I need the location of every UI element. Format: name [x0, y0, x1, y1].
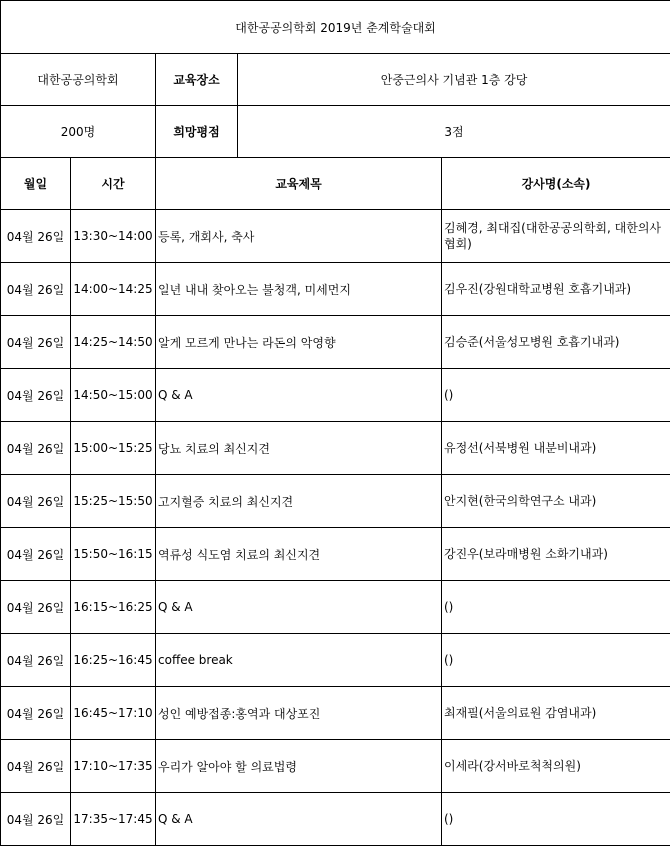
- row-subject: Q & A: [156, 369, 442, 422]
- row-lecturer: 안지현(한국의학연구소 내과): [442, 475, 670, 528]
- row-subject: 일년 내내 찾아오는 불청객, 미세먼지: [156, 263, 442, 316]
- row-subject: 등록, 개회사, 축사: [156, 210, 442, 263]
- table-row: [1, 475, 670, 528]
- table-row: [1, 581, 670, 634]
- row-date: 04월 26일: [1, 581, 71, 634]
- table-row: [1, 740, 670, 793]
- row-subject: Q & A: [156, 793, 442, 846]
- row-subject: 알게 모르게 만나는 라돈의 악영향: [156, 316, 442, 369]
- row-date: 04월 26일: [1, 422, 71, 475]
- row-date: 04월 26일: [1, 369, 71, 422]
- row-date: 04월 26일: [1, 740, 71, 793]
- table-row: [1, 528, 670, 581]
- row-date: 04월 26일: [1, 528, 71, 581]
- row-date: 04월 26일: [1, 316, 71, 369]
- table-row: [1, 263, 670, 316]
- row-time: 16:15~16:25: [71, 581, 156, 634]
- table-row: [1, 422, 670, 475]
- row-date: 04월 26일: [1, 210, 71, 263]
- header-lecturer: 강사명(소속): [442, 158, 670, 210]
- table-row: [1, 316, 670, 369]
- event-title: 대한공공의학회 2019년 춘계학술대회: [1, 1, 670, 54]
- title-row: [1, 1, 670, 54]
- rating-value: 3점: [238, 106, 670, 158]
- row-subject: 당뇨 치료의 최신지견: [156, 422, 442, 475]
- row-lecturer: 유정선(서북병원 내분비내과): [442, 422, 670, 475]
- row-lecturer: 이세라(강서바로척척의원): [442, 740, 670, 793]
- rating-label: 희망평점: [156, 106, 238, 158]
- row-time: 15:50~16:15: [71, 528, 156, 581]
- row-time: 14:25~14:50: [71, 316, 156, 369]
- row-time: 15:00~15:25: [71, 422, 156, 475]
- row-date: 04월 26일: [1, 634, 71, 687]
- venue-value: 안중근의사 기념관 1층 강당: [238, 54, 670, 106]
- row-lecturer: (): [442, 793, 670, 846]
- table-row: [1, 687, 670, 740]
- row-time: 14:50~15:00: [71, 369, 156, 422]
- row-lecturer: 김우진(강원대학교병원 호흡기내과): [442, 263, 670, 316]
- header-subject: 교육제목: [156, 158, 442, 210]
- row-lecturer: 최재필(서울의료원 감염내과): [442, 687, 670, 740]
- row-date: 04월 26일: [1, 687, 71, 740]
- row-time: 17:35~17:45: [71, 793, 156, 846]
- row-date: 04월 26일: [1, 475, 71, 528]
- row-lecturer: 김승준(서울성모병원 호흡기내과): [442, 316, 670, 369]
- row-date: 04월 26일: [1, 263, 71, 316]
- row-subject: Q & A: [156, 581, 442, 634]
- row-subject: 성인 예방접종:홍역과 대상포진: [156, 687, 442, 740]
- row-date: 04월 26일: [1, 793, 71, 846]
- row-lecturer: (): [442, 581, 670, 634]
- row-subject: 역류성 식도염 치료의 최신지견: [156, 528, 442, 581]
- row-lecturer: (): [442, 634, 670, 687]
- table-row: [1, 369, 670, 422]
- table-row: [1, 634, 670, 687]
- table-row: [1, 210, 670, 263]
- row-lecturer: 강진우(보라매병원 소화기내과): [442, 528, 670, 581]
- venue-row: [1, 54, 670, 106]
- header-date: 월일: [1, 158, 71, 210]
- row-time: 13:30~14:00: [71, 210, 156, 263]
- header-time: 시간: [71, 158, 156, 210]
- organizer: 대한공공의학회: [1, 54, 156, 106]
- row-lecturer: (): [442, 369, 670, 422]
- row-time: 16:45~17:10: [71, 687, 156, 740]
- venue-label: 교육장소: [156, 54, 238, 106]
- row-time: 14:00~14:25: [71, 263, 156, 316]
- row-time: 15:25~15:50: [71, 475, 156, 528]
- row-subject: coffee break: [156, 634, 442, 687]
- header-row: [1, 158, 670, 210]
- row-subject: 고지혈증 치료의 최신지견: [156, 475, 442, 528]
- row-subject: 우리가 알아야 할 의료법령: [156, 740, 442, 793]
- row-lecturer: 김혜경, 최대집(대한공공의학회, 대한의사협회): [442, 210, 670, 263]
- table-row: [1, 793, 670, 846]
- capacity: 200명: [1, 106, 156, 158]
- row-time: 17:10~17:35: [71, 740, 156, 793]
- capacity-row: [1, 106, 670, 158]
- row-time: 16:25~16:45: [71, 634, 156, 687]
